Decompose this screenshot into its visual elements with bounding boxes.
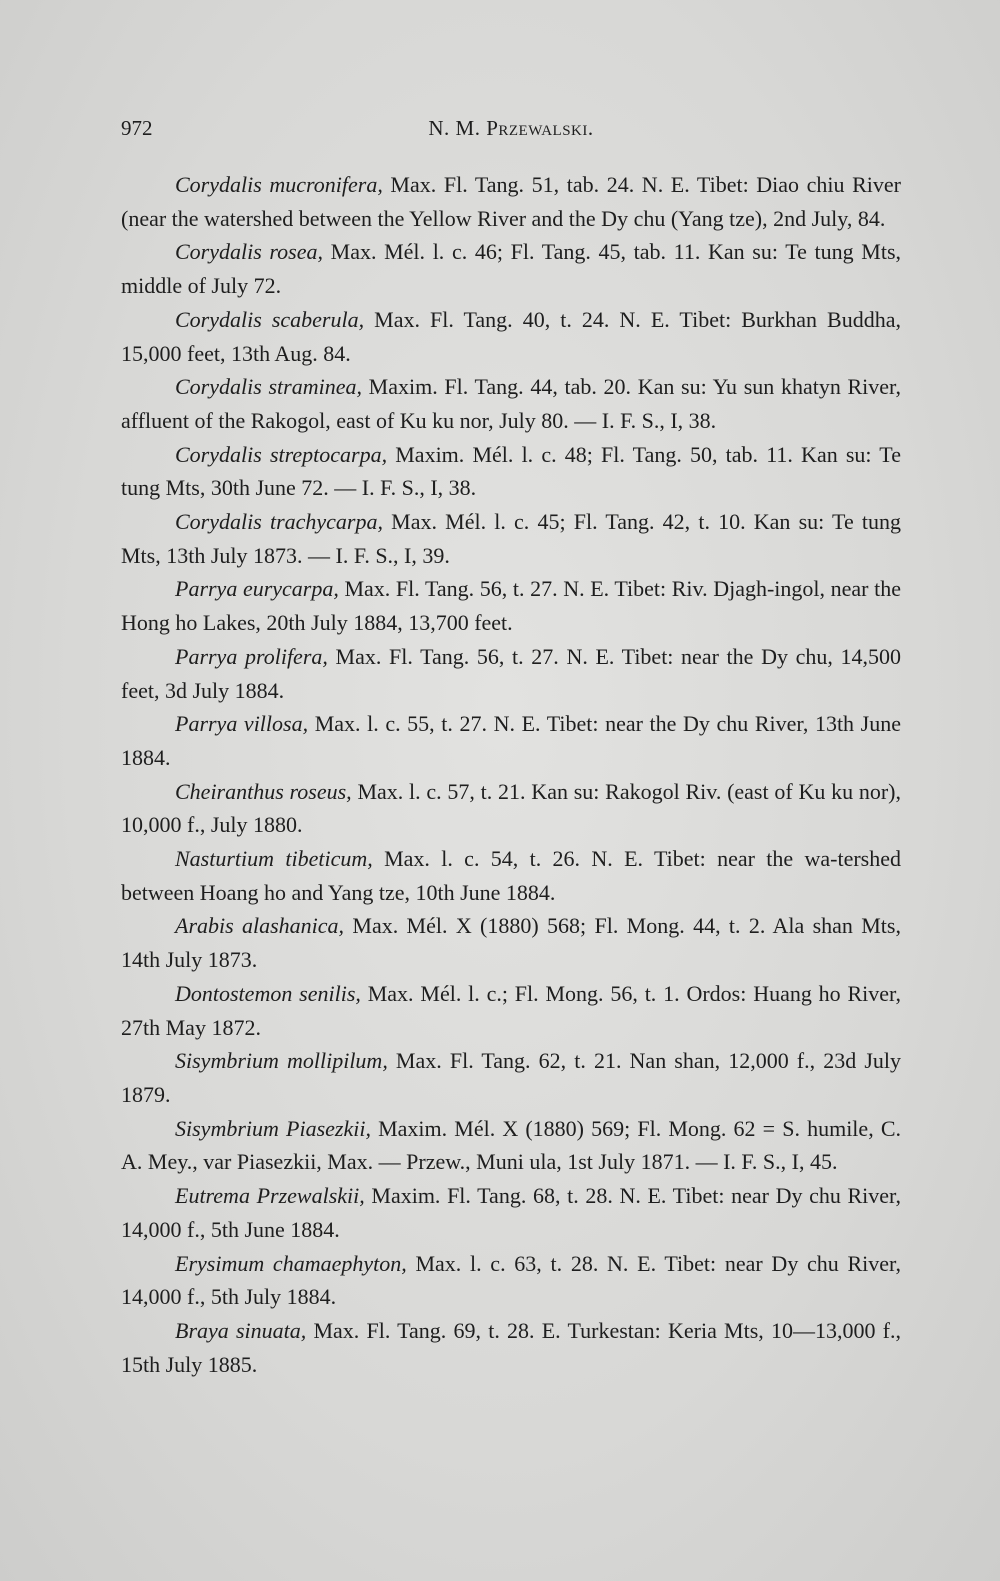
species-entry xyxy=(121,640,901,707)
running-head: N. M. Przewalski. xyxy=(428,116,594,140)
species-citation: Max. Mél. l. c.; Fl. Mong. 56, t. 1. Ordos: Huang ho River, 27th May 1872. xyxy=(121,980,901,1040)
species-citation: Maxim. Fl. Tang. 68, t. 28. N. E. Tibet: near Dy chu River, 14,000 f., 5th June 1884. xyxy=(121,1183,901,1242)
species-name: Dontostemon senilis, xyxy=(175,980,361,1006)
species-name: Sisymbrium Piasezkii, xyxy=(175,1115,371,1141)
species-citation: Max. Mél. l. c. 46; Fl. Tang. 45, tab. 11. Kan su: Te tung Mts, middle of July 72. xyxy=(121,239,901,299)
species-citation: Max. Fl. Tang. 56, t. 27. N. E. Tibet: Riv. Djagh-ingol, near the Hong ho Lakes, 20th July 1884, 13,700 feet. xyxy=(121,576,901,636)
species-name: Parrya villosa, xyxy=(175,711,309,737)
species-name: Parrya prolifera, xyxy=(175,643,328,669)
species-citation: Max. l. c. 54, t. 26. N. E. Tibet: near the wa-tershed between Hoang ho and Yang tze, 10th June 1884. xyxy=(121,846,901,905)
species-entry xyxy=(121,168,901,235)
species-entry xyxy=(121,707,901,774)
species-citation: Maxim. Mél. l. c. 48; Fl. Tang. 50, tab. 11. Kan su: Te tung Mts, 30th June 72. — I. F. S., I, 38. xyxy=(121,441,901,501)
species-entry xyxy=(121,1314,901,1381)
page-header xyxy=(121,116,901,146)
species-entry xyxy=(121,1179,901,1246)
species-name: Braya sinuata, xyxy=(175,1317,307,1343)
species-name: Corydalis mucronifera, xyxy=(175,172,383,197)
species-name: Corydalis trachycarpa, xyxy=(175,509,383,535)
species-name: Parrya eurycarpa, xyxy=(175,576,339,602)
species-name: Arabis alashanica, xyxy=(175,913,345,939)
species-entry xyxy=(121,1112,901,1179)
species-entry xyxy=(121,909,901,976)
species-name: Corydalis straminea, xyxy=(175,374,362,400)
species-name: Cheiranthus roseus, xyxy=(175,778,352,804)
species-entry xyxy=(121,370,901,437)
species-citation: Max. l. c. 57, t. 21. Kan su: Rakogol Riv. (east of Ku ku nor), 10,000 f., July 1880. xyxy=(121,778,901,838)
species-citation: Maxim. Fl. Tang. 44, tab. 20. Kan su: Yu sun khatyn River, affluent of the Rakogol, east of Ku ku nor, July 80. — I. F. S., I, 38. xyxy=(121,374,901,433)
species-entry xyxy=(121,1247,901,1314)
species-name: Corydalis scaberula, xyxy=(175,306,365,332)
species-name: Nasturtium tibeticum, xyxy=(175,846,373,872)
species-name: Corydalis streptocarpa, xyxy=(175,441,388,467)
species-citation: Max. Mél. l. c. 45; Fl. Tang. 42, t. 10. Kan su: Te tung Mts, 13th July 1873. — I. F. S., I, 39. xyxy=(121,509,901,568)
species-citation: Max. Fl. Tang. 56, t. 27. N. E. Tibet: near the Dy chu, 14,500 feet, 3d July 1884. xyxy=(121,643,902,703)
species-citation: Max. l. c. 63, t. 28. N. E. Tibet: near Dy chu River, 14,000 f., 5th July 1884. xyxy=(121,1250,902,1310)
species-citation: Max. Fl. Tang. 51, tab. 24. N. E. Tibet: Diao chiu River (near the watershed between the Yellow River and the Dy chu (Yang tze), 2nd July, 84. xyxy=(121,172,901,231)
species-entry xyxy=(121,1044,901,1111)
species-list xyxy=(121,168,901,1381)
species-name: Erysimum chamaephyton, xyxy=(175,1250,407,1276)
species-name: Eutrema Przewalskii, xyxy=(175,1183,365,1209)
species-entry xyxy=(121,977,901,1044)
species-entry xyxy=(121,505,901,572)
species-name: Corydalis rosea, xyxy=(175,239,323,265)
species-entry xyxy=(121,572,901,639)
species-citation: Max. Fl. Tang. 69, t. 28. E. Turkestan: Keria Mts, 10—13,000 f., 15th July 1885. xyxy=(121,1317,901,1377)
species-citation: Max. Mél. X (1880) 568; Fl. Mong. 44, t. 2. Ala shan Mts, 14th July 1873. xyxy=(121,913,901,973)
species-citation: Max. Fl. Tang. 40, t. 24. N. E. Tibet: Burkhan Buddha, 15,000 feet, 13th Aug. 84. xyxy=(121,306,901,366)
species-entry xyxy=(121,303,901,370)
species-entry xyxy=(121,235,901,302)
species-citation: Max. Fl. Tang. 62, t. 21. Nan shan, 12,000 f., 23d July 1879. xyxy=(121,1048,901,1107)
species-entry xyxy=(121,775,901,842)
species-entry xyxy=(121,842,901,909)
species-name: Sisymbrium mollipilum, xyxy=(175,1048,388,1074)
species-citation: Maxim. Mél. X (1880) 569; Fl. Mong. 62 = S. humile, C. A. Mey., var Piasezkii, Max. — Przew., Muni ula, 1st July 1871. — I. F. S., I, 45. xyxy=(121,1115,901,1175)
species-citation: Max. l. c. 55, t. 27. N. E. Tibet: near the Dy chu River, 13th June 1884. xyxy=(121,711,901,770)
page-number: 972 xyxy=(121,116,153,140)
species-entry xyxy=(121,438,901,505)
